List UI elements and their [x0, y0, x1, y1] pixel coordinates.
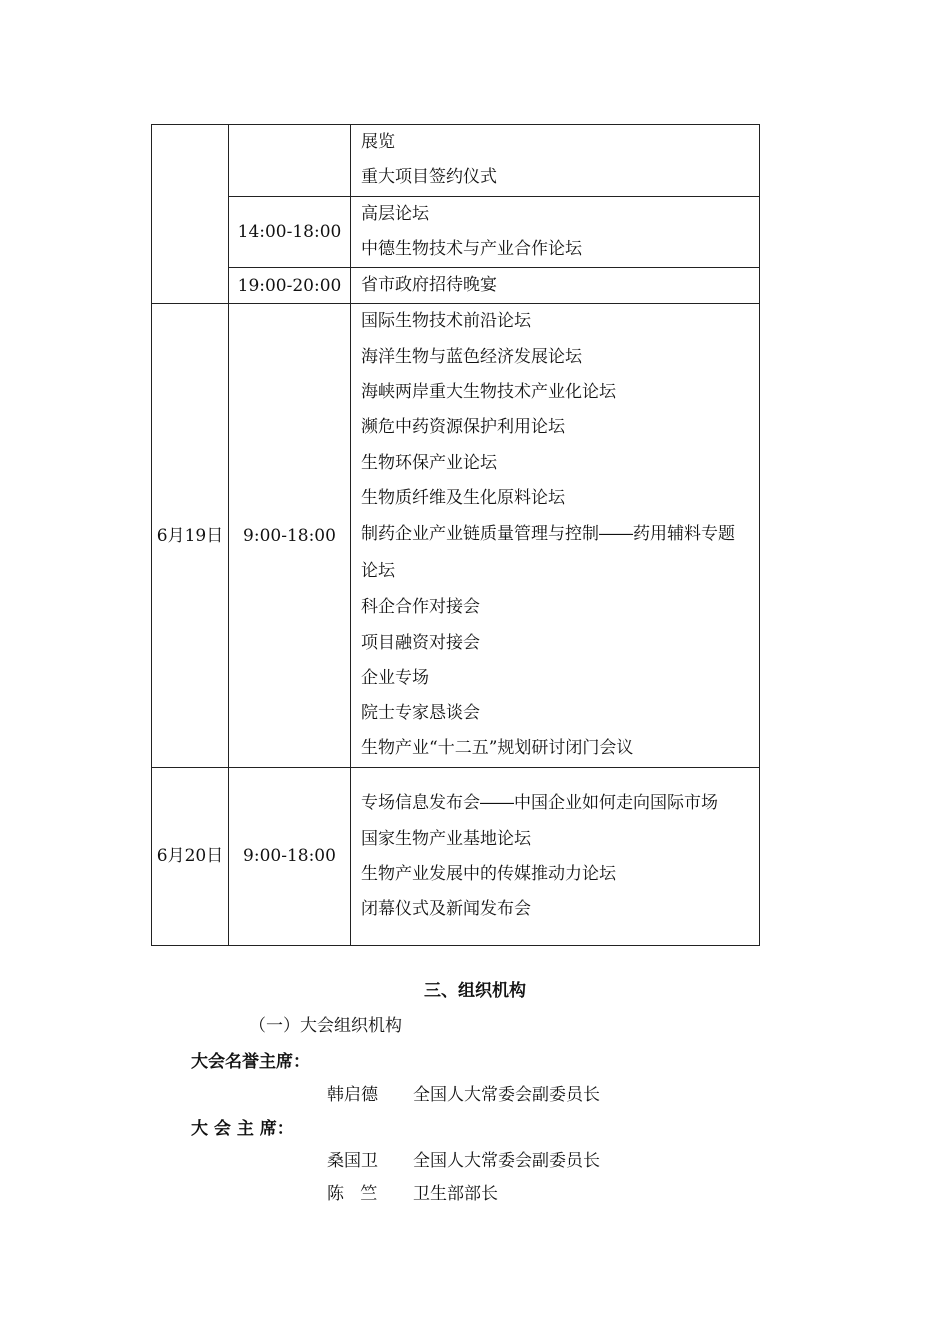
list-item: 专场信息发布会――中国企业如何走向国际市场 — [361, 792, 718, 813]
person-name: 桑国卫 — [327, 1151, 378, 1171]
list-item: 海峡两岸重大生物技术产业化论坛 — [361, 382, 616, 403]
person-name: 韩启德 — [327, 1085, 378, 1105]
list-item: 濒危中药资源保护利用论坛 — [361, 417, 565, 438]
chair-label: 大 会 主 席： — [191, 1119, 294, 1139]
list-item: 高层论坛 — [361, 203, 429, 224]
table-row — [152, 125, 760, 197]
honorary-chair-label: 大会名誉主席： — [191, 1052, 310, 1072]
section-subtitle: （一）大会组织机构 — [249, 1016, 402, 1036]
time-cell: 9:00-18:00 — [229, 304, 351, 767]
date-cell: 6月20日 — [152, 767, 229, 945]
list-item: 重大项目签约仪式 — [361, 167, 497, 188]
time-cell — [229, 125, 351, 197]
list-item: 中德生物技术与产业合作论坛 — [361, 238, 582, 259]
table-row — [152, 268, 760, 304]
table-row — [152, 767, 760, 945]
date-cell — [152, 125, 229, 304]
list-item: 国际生物技术前沿论坛 — [361, 311, 531, 332]
table-row — [152, 196, 760, 268]
list-item: 院士专家恳谈会 — [361, 703, 480, 724]
list-item: 国家生物产业基地论坛 — [361, 828, 531, 849]
list-item: 生物产业“十二五”规划研讨闭门会议 — [361, 738, 634, 759]
section-title: 三、组织机构 — [424, 981, 526, 1001]
list-item: 制药企业产业链质量管理与控制――药用辅料专题论坛 — [361, 524, 735, 582]
items-cell — [351, 268, 760, 304]
list-item: 项目融资对接会 — [361, 632, 480, 653]
schedule-table — [151, 124, 760, 946]
person-position: 全国人大常委会副委员长 — [413, 1085, 600, 1105]
time-cell: 9:00-18:00 — [229, 767, 351, 945]
list-item: 海洋生物与蓝色经济发展论坛 — [361, 346, 582, 367]
list-item: 企业专场 — [361, 667, 429, 688]
items-cell — [351, 304, 760, 767]
person-position: 全国人大常委会副委员长 — [413, 1151, 600, 1171]
person-name: 陈 竺 — [327, 1184, 378, 1204]
time-cell: 19:00-20:00 — [229, 268, 351, 304]
person-position: 卫生部部长 — [413, 1184, 498, 1204]
items-cell — [351, 767, 760, 945]
time-cell: 14:00-18:00 — [229, 196, 351, 268]
list-item: 生物产业发展中的传媒推动力论坛 — [361, 864, 616, 885]
table-row — [152, 304, 760, 767]
date-cell: 6月19日 — [152, 304, 229, 767]
list-item: 科企合作对接会 — [361, 597, 480, 618]
list-item: 省市政府招待晚宴 — [361, 275, 497, 296]
items-cell — [351, 196, 760, 268]
list-item: 生物质纤维及生化原料论坛 — [361, 487, 565, 508]
list-item: 闭幕仪式及新闻发布会 — [361, 899, 531, 920]
list-item: 展览 — [361, 132, 395, 152]
items-cell — [351, 125, 760, 197]
list-item: 生物环保产业论坛 — [361, 452, 497, 473]
